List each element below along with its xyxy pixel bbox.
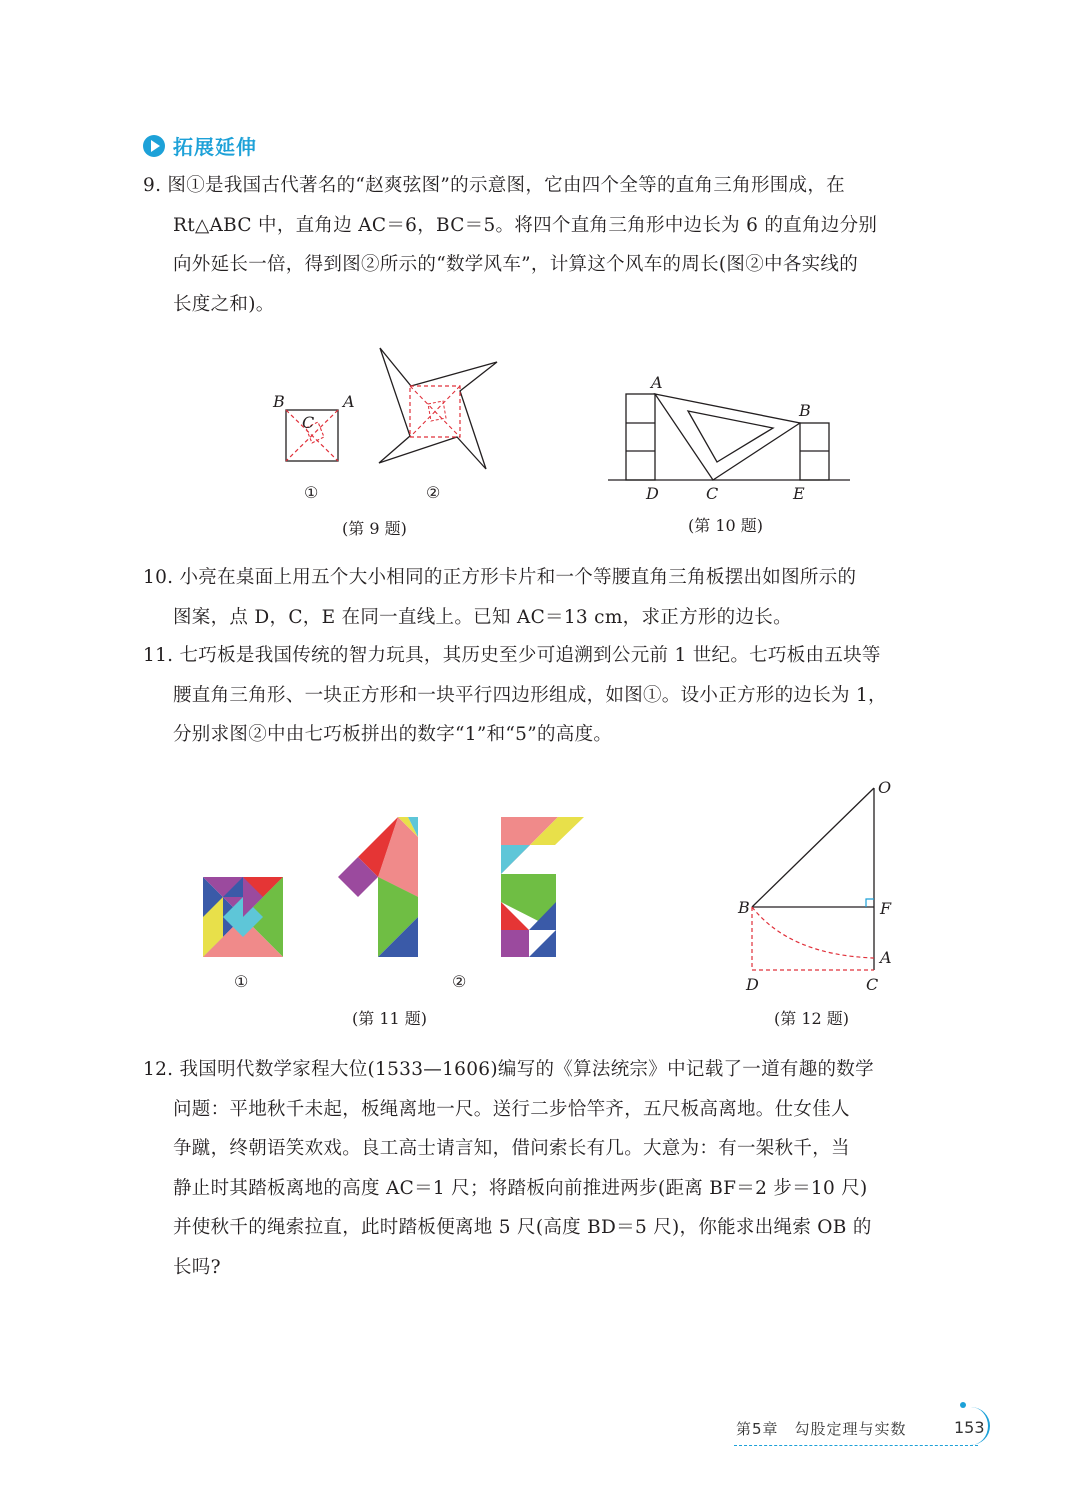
figure-10	[608, 373, 850, 503]
fig12-label-C: C	[866, 975, 879, 994]
problem-12-line-1: 12. 我国明代数学家程大位(1533—1606)编写的《算法统宗》中记载了一道有趣的数学	[143, 1059, 874, 1080]
fig10-label-C: C	[706, 484, 719, 503]
problem-12-line-3: 争蹴，终朝语笑欢戏。良工高士请言知，借问索长有几。大意为：有一架秋千，当	[173, 1138, 850, 1159]
footer-dashed-line	[734, 1445, 978, 1446]
problem-9-line-3: 向外延长一倍，得到图②所示的“数学风车”，计算这个风车的周长(图②中各实线的	[173, 254, 859, 275]
fig12-label-A: A	[880, 948, 892, 967]
problem-12-line-4: 静止时其踏板离地的高度 AC＝1 尺；将踏板向前推进两步(距离 BF＝2 步＝10 尺)	[173, 1177, 868, 1199]
problem-10	[143, 558, 973, 637]
fig11-sub-2: ②	[452, 972, 467, 991]
fig9-label-C: C	[302, 413, 315, 432]
fig9-label-A: A	[343, 392, 355, 411]
page-number: 153	[954, 1418, 985, 1437]
problem-11-line-1: 11. 七巧板是我国传统的智力玩具，其历史至少可追溯到公元前 1 世纪。七巧板由五块等	[143, 645, 881, 666]
fig12-label-D: D	[746, 975, 759, 994]
fig12-label-O: O	[878, 778, 892, 797]
page-footer	[734, 1415, 985, 1445]
figure-11-digit-5	[452, 817, 584, 991]
fig12-caption: (第 12 题)	[774, 1009, 850, 1028]
fig9-sub-2: ②	[426, 483, 441, 502]
problem-12-line-6: 长吗?	[173, 1256, 221, 1278]
problem-9-line-4: 长度之和)。	[173, 293, 275, 315]
section-title: 拓展延伸	[173, 135, 257, 159]
problem-12-line-2: 问题：平地秋千未起，板绳离地一尺。送行二步恰竿齐，五尺板高离地。仕女佳人	[173, 1098, 850, 1120]
problem-11	[143, 636, 973, 755]
fig9-caption: (第 9 题)	[342, 519, 407, 538]
figure-9-windmill	[379, 348, 497, 502]
problem-9-line-2: Rt△ABC 中，直角边 AC＝6，BC＝5。将四个直角三角形中边长为 6 的直角边分别	[173, 214, 878, 236]
problem-9	[143, 166, 973, 324]
fig11-caption: (第 11 题)	[352, 1009, 428, 1028]
figure-9-zhaoshuang-diagram	[272, 392, 355, 502]
figure-11-tangram-square	[203, 877, 283, 991]
fig9-label-B: B	[273, 392, 285, 411]
figure-11-digit-1	[338, 817, 418, 957]
fig10-caption: (第 10 题)	[688, 516, 764, 535]
problem-10-line-1: 10. 小亮在桌面上用五个大小相同的正方形卡片和一个等腰直角三角板摆出如图所示的	[143, 567, 857, 588]
fig10-label-B: B	[799, 401, 811, 420]
problem-10-line-2: 图案，点 D，C，E 在同一直线上。已知 AC＝13 cm，求正方形的边长。	[173, 606, 792, 628]
chapter-title: 第5章 勾股定理与实数	[736, 1420, 907, 1438]
problem-11-line-2: 腰直角三角形、一块正方形和一块平行四边形组成，如图①。设小正方形的边长为 1，	[173, 684, 887, 706]
problem-12	[143, 1050, 973, 1287]
problem-12-line-5: 并使秋千的绳索拉直，此时踏板便离地 5 尺(高度 BD＝5 尺)，你能求出绳索 OB 的	[173, 1217, 872, 1238]
figure-12-swing	[737, 778, 892, 994]
problem-11-line-3: 分别求图②中由七巧板拼出的数字“1”和“5”的高度。	[173, 724, 613, 745]
section-header	[143, 131, 257, 160]
play-icon	[143, 135, 165, 157]
fig10-label-D: D	[646, 484, 659, 503]
fig10-label-A: A	[651, 373, 663, 392]
fig12-label-B: B	[738, 898, 750, 917]
fig10-label-E: E	[793, 484, 805, 503]
fig9-sub-1: ①	[304, 483, 319, 502]
fig12-label-F: F	[880, 899, 892, 918]
problem-9-line-1: 9. 图①是我国古代著名的“赵爽弦图”的示意图，它由四个全等的直角三角形围成，在	[143, 175, 845, 196]
fig11-sub-1: ①	[234, 972, 249, 991]
